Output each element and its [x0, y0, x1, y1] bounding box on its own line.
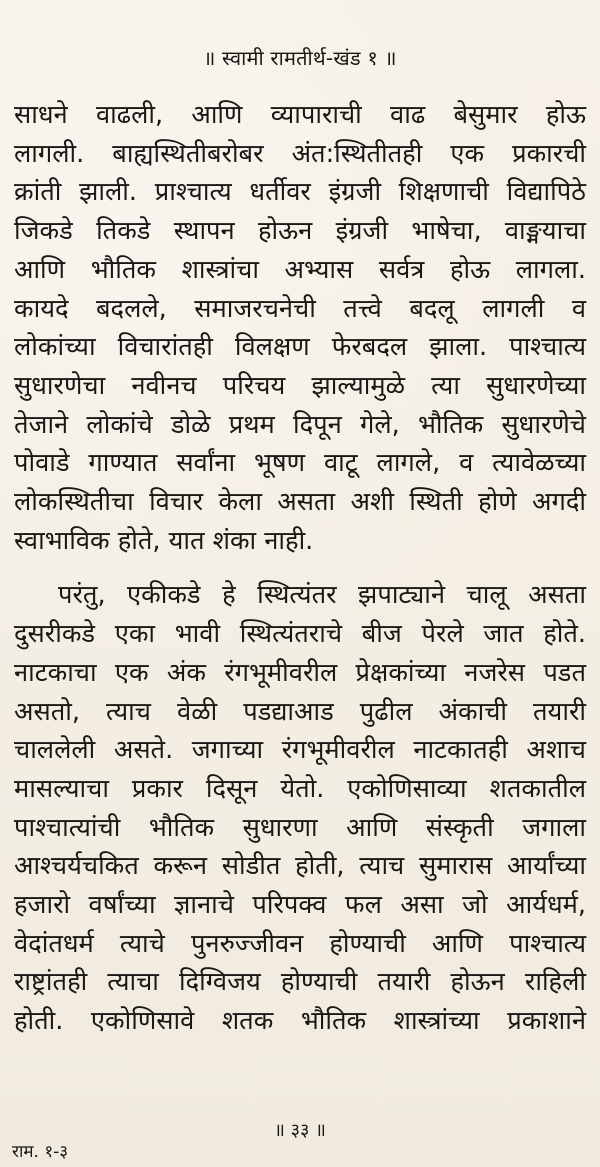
signature-mark: राम. १-३	[12, 1142, 69, 1162]
text-line: सुधारणेचा नवीनच परिचय झाल्यामुळे त्या सुधारणेच्या	[14, 370, 586, 401]
text-line: आणि भौतिक शास्त्रांचा अभ्यास सर्वत्र होऊ लागला.	[14, 254, 586, 285]
text-line: साधने वाढली, आणि व्यापाराची वाढ बेसुमार होऊ	[14, 100, 586, 130]
text-line: लागली. बाह्यस्थितीबरोबर अंत:स्थितीतही एक प्रकारची	[14, 138, 586, 169]
running-header: ॥ स्वामी रामतीर्थ-खंड १ ॥	[203, 46, 397, 70]
text-line: पाश्चात्यांची भौतिक सुधारणा आणि संस्कृती जगाला	[14, 812, 586, 843]
text-line: दुसरीकडे एका भावी स्थित्यंतराचे बीज पेरले जात होते.	[14, 619, 586, 650]
text-line: स्वाभाविक होते, यात शंका नाही.	[14, 525, 314, 556]
text-line: असतो, त्याच वेळी पडद्याआड पुढील अंकाची तयारी	[14, 696, 586, 727]
text-line: लोकस्थितीचा विचार केला असता अशी स्थिती होणे अगदी	[14, 487, 586, 518]
page-number: ॥ ३३ ॥	[274, 1120, 326, 1141]
text-line: पोवाडे गाण्यात सर्वांना भूषण वाटू लागले, व त्यावेळच्या	[14, 448, 586, 479]
text-line: तेजाने लोकांचे डोळे प्रथम दिपून गेले, भौतिक सुधारणेचे	[14, 409, 586, 440]
text-line: क्रांती झाली. प्राश्चात्य धर्तीवर इंग्रजी शिक्षणाची विद्यापिठे	[14, 177, 586, 208]
text-line: मासल्याचा प्रकार दिसून येतो. एकोणिसाव्या शतकातील	[14, 773, 586, 804]
text-line: आश्चर्यचकित करून सोडीत होती, त्याच सुमारास आर्यांच्या	[14, 851, 586, 882]
paragraph-gap	[14, 560, 586, 576]
text-line: जिकडे तिकडे स्थापन होऊन इंग्रजी भाषेचा, वाङ्मयाचा	[14, 216, 586, 247]
text-line: कायदे बदलले, समाजरचनेची तत्त्वे बदलू लागली व	[14, 293, 586, 324]
text-line: हजारो वर्षांच्या ज्ञानाचे परिपक्व फल असा जो आर्यधर्म,	[14, 890, 586, 921]
text-line: राष्ट्रांतही त्याचा दिग्विजय होण्याची तयारी होऊन राहिली	[14, 967, 586, 998]
text-line: लोकांच्या विचारांतही विलक्षण फेरबदल झाला. पाश्चात्य	[14, 332, 586, 363]
text-line: परंतु, एकीकडे हे स्थित्यंतर झपाट्याने चालू असता	[58, 580, 586, 611]
text-line: चाललेली असते. जगाच्या रंगभूमीवरील नाटकातही अशाच	[14, 735, 586, 766]
text-line: होती. एकोणिसावे शतक भौतिक शास्त्रांच्या प्रकाशाने	[14, 1006, 586, 1037]
text-line: नाटकाचा एक अंक रंगभूमीवरील प्रेक्षकांच्या नजरेस पडत	[14, 657, 586, 688]
body-text	[14, 96, 586, 1041]
text-line: वेदांतधर्म त्याचे पुनरुज्जीवन होण्याची आणि पाश्चात्य	[14, 928, 586, 959]
